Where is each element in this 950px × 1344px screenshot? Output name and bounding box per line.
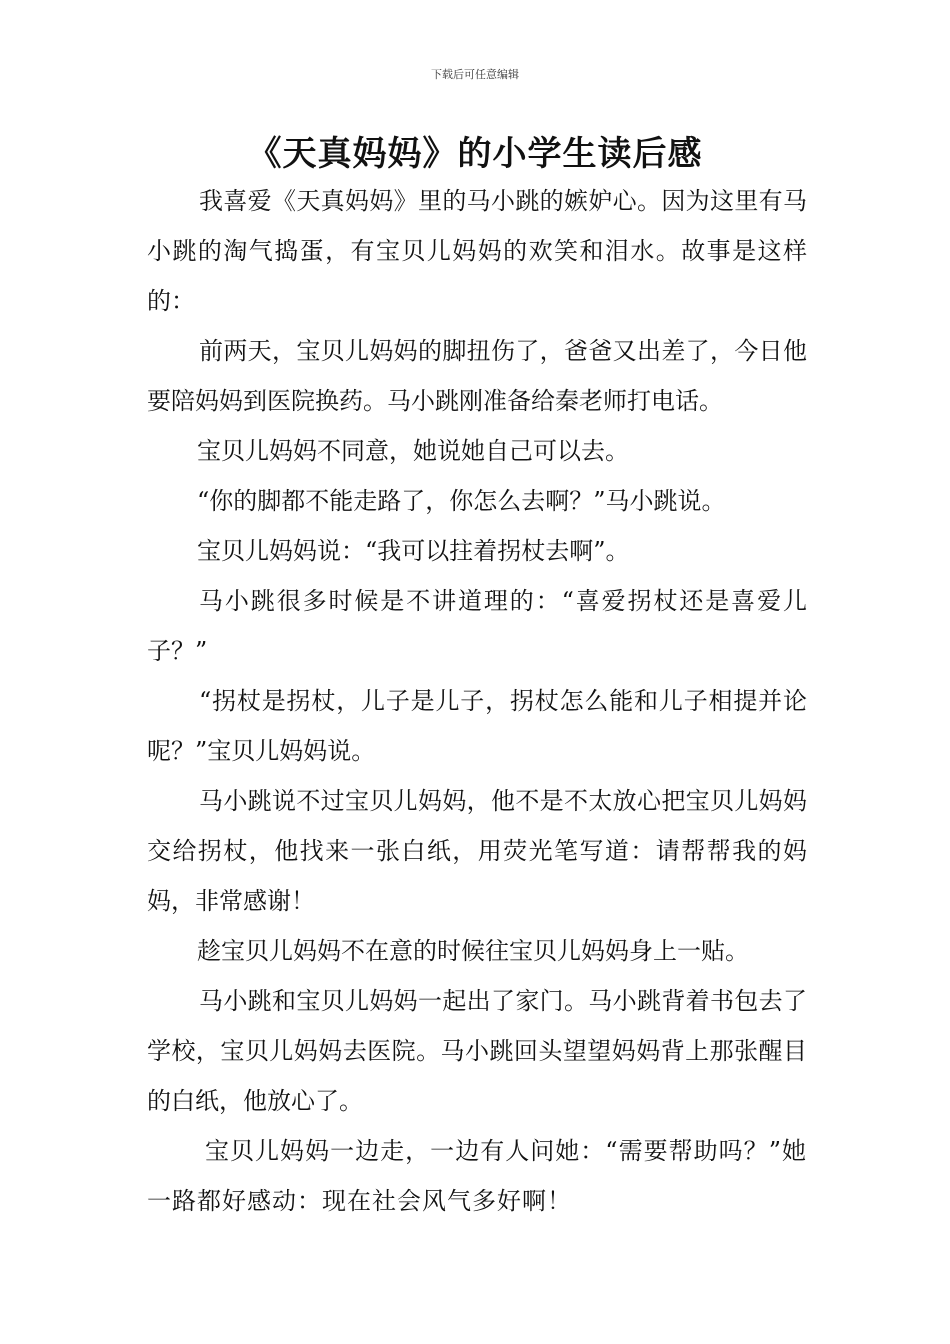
article-body — [147, 176, 807, 1226]
paragraph: 宝贝儿妈妈不同意，她说她自己可以去。 — [197, 437, 629, 465]
paragraph: “拐杖是拐杖，儿子是儿子，拐杖怎么能和儿子相提并论呢？”宝贝儿妈妈说。 — [147, 687, 807, 765]
paragraph: 宝贝儿妈妈说：“我可以拄着拐杖去啊”。 — [197, 537, 630, 565]
paragraph: 马小跳说不过宝贝儿妈妈，他不是不太放心把宝贝儿妈妈交给拐杖，他找来一张白纸，用荧光笔写道：请帮帮我的妈妈，非常感谢！ — [147, 787, 807, 915]
paragraph: 马小跳和宝贝儿妈妈一起出了家门。马小跳背着书包去了学校，宝贝儿妈妈去医院。马小跳回头望望妈妈背上那张醒目的白纸，他放心了。 — [147, 987, 807, 1115]
paragraph: 马小跳很多时候是不讲道理的：“喜爱拐杖还是喜爱儿子？” — [147, 587, 807, 665]
paragraph: “你的脚都不能走路了，你怎么去啊？”马小跳说。 — [197, 487, 726, 515]
paragraph: 我喜爱《天真妈妈》里的马小跳的嫉妒心。因为这里有马小跳的淘气捣蛋，有宝贝儿妈妈的欢笑和泪水。故事是这样的： — [147, 187, 807, 315]
paragraph: 前两天，宝贝儿妈妈的脚扭伤了，爸爸又出差了，今日他要陪妈妈到医院换药。马小跳刚准备给秦老师打电话。 — [147, 337, 807, 415]
page-title: 《天真妈妈》的小学生读后感 — [247, 134, 703, 174]
paragraph: 趁宝贝儿妈妈不在意的时候往宝贝儿妈妈身上一贴。 — [197, 937, 749, 965]
header-note: 下载后可任意编辑 — [431, 68, 519, 81]
paragraph: 宝贝儿妈妈一边走，一边有人问她：“需要帮助吗？”她一路都好感动：现在社会风气多好啊！ — [147, 1137, 807, 1215]
